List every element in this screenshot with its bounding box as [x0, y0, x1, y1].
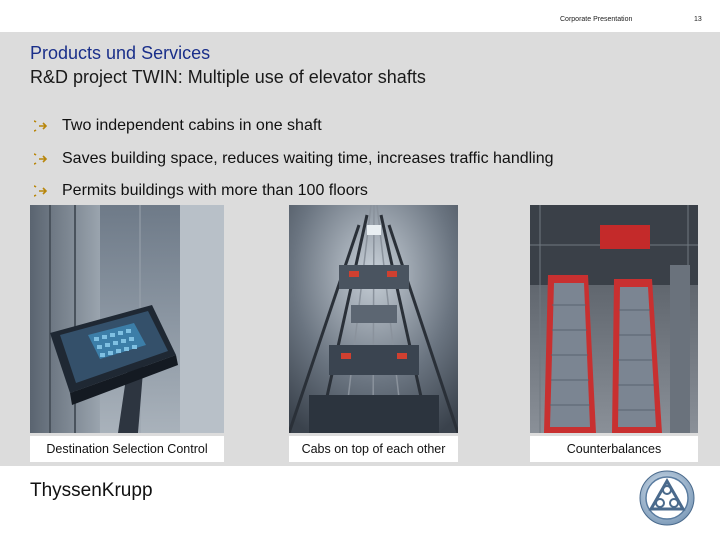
page-number: 13	[694, 16, 702, 23]
bullet-item	[34, 182, 368, 200]
title-line-1: Products und Services	[30, 43, 211, 63]
thyssenkrupp-logo-icon	[638, 469, 696, 527]
bullet-arrow-icon	[34, 119, 48, 133]
bullet-text: Two independent cabins in one shaft	[62, 117, 322, 134]
bullet-item	[34, 117, 322, 135]
elevator-shaft-photo	[289, 205, 458, 433]
header-label: Corporate Presentation	[560, 16, 633, 23]
bullet-text: Saves building space, reduces waiting time, increases traffic handling	[62, 150, 554, 167]
bullet-arrow-icon	[34, 152, 48, 166]
bullet-item	[34, 150, 554, 168]
content-area	[0, 32, 720, 466]
counterbalance-photo	[530, 205, 698, 433]
photo-caption: Cabs on top of each other	[289, 436, 458, 462]
header-bar	[0, 0, 720, 32]
destination-control-photo	[30, 205, 224, 433]
bullet-arrow-icon	[34, 184, 48, 198]
photo-caption: Destination Selection Control	[30, 436, 224, 462]
bullet-text: Permits buildings with more than 100 floors	[62, 182, 368, 199]
title-line-2: R&D project TWIN: Multiple use of elevator shafts	[30, 67, 426, 87]
brand-name: ThyssenKrupp	[30, 480, 153, 501]
photo-caption: Counterbalances	[530, 436, 698, 462]
